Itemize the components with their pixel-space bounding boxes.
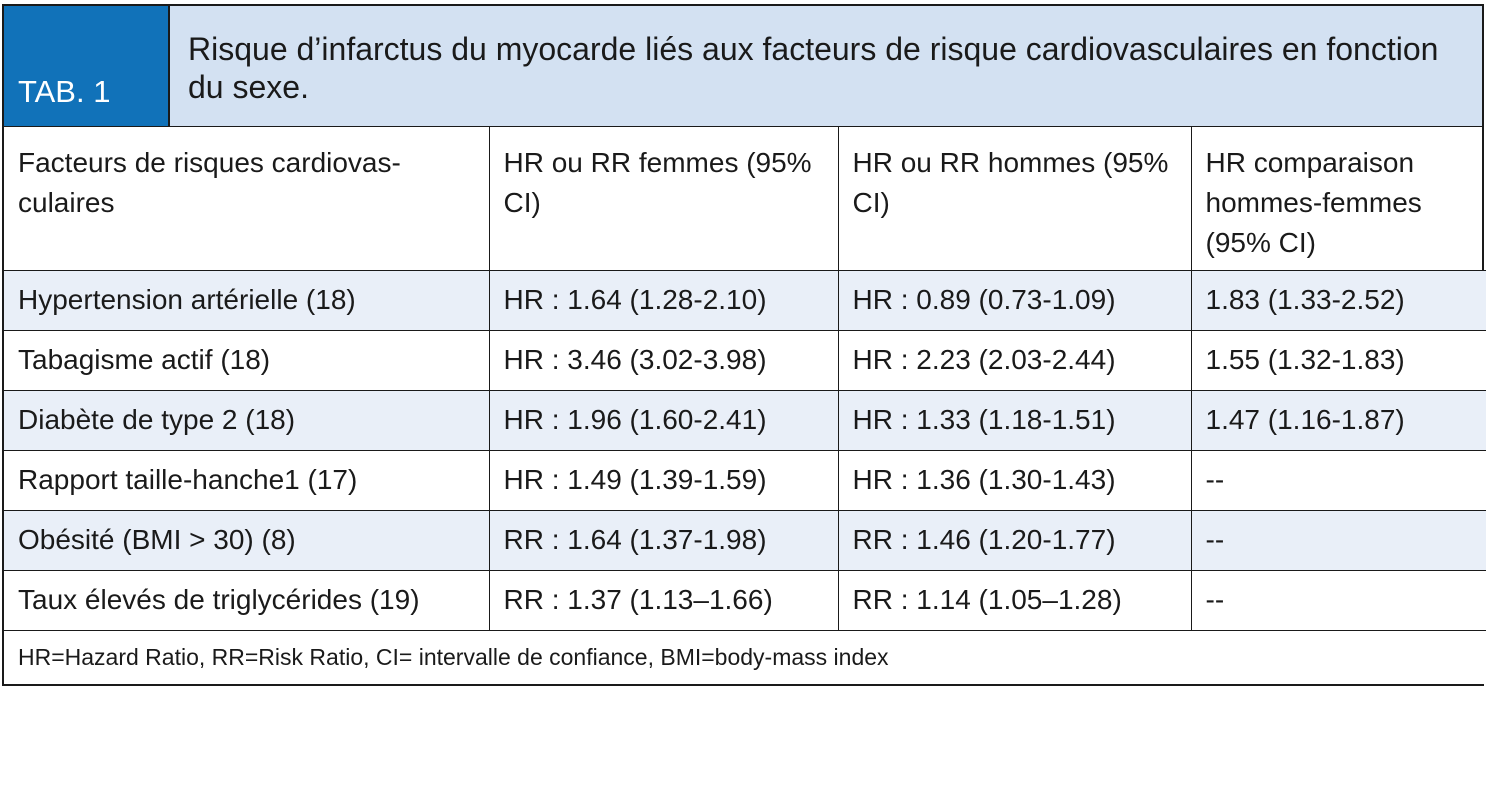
table-label: TAB. 1 <box>4 6 168 126</box>
table-row <box>4 390 1486 450</box>
data-table <box>2 4 1484 686</box>
table-cell: HR : 1.36 (1.30-1.43) <box>838 450 1191 510</box>
table-cell: RR : 1.37 (1.13–1.66) <box>489 570 838 630</box>
table-row <box>4 510 1486 570</box>
table-cell: Obésité (BMI > 30) (8) <box>4 510 489 570</box>
column-header: HR ou RR hommes (95% CI) <box>838 127 1191 270</box>
table-cell: HR : 0.89 (0.73-1.09) <box>838 270 1191 330</box>
table-cell: HR : 1.64 (1.28-2.10) <box>489 270 838 330</box>
table-cell: Tabagisme actif (18) <box>4 330 489 390</box>
risk-table <box>4 127 1486 684</box>
table-cell: Rapport taille-hanche1 (17) <box>4 450 489 510</box>
table-row <box>4 330 1486 390</box>
table-cell: 1.83 (1.33-2.52) <box>1191 270 1486 330</box>
table-cell: Diabète de type 2 (18) <box>4 390 489 450</box>
table-row <box>4 570 1486 630</box>
table-cell: -- <box>1191 570 1486 630</box>
table-cell: Taux élevés de triglycérides (19) <box>4 570 489 630</box>
table-cell: HR : 1.33 (1.18-1.51) <box>838 390 1191 450</box>
table-row <box>4 450 1486 510</box>
table-row <box>4 270 1486 330</box>
column-header: HR comparaison hommes-femmes (95% CI) <box>1191 127 1486 270</box>
table-cell: RR : 1.64 (1.37-1.98) <box>489 510 838 570</box>
table-cell: HR : 1.96 (1.60-2.41) <box>489 390 838 450</box>
column-header: Facteurs de risques cardiovas-culaires <box>4 127 489 270</box>
table-cell: HR : 2.23 (2.03-2.44) <box>838 330 1191 390</box>
table-footnote: HR=Hazard Ratio, RR=Risk Ratio, CI= intervalle de confiance, BMI=body-mass index <box>4 630 1486 684</box>
table-title: Risque d’infarctus du myocarde liés aux facteurs de risque cardiovasculaires en fonction du sexe. <box>168 6 1482 126</box>
table-cell: HR : 1.49 (1.39-1.59) <box>489 450 838 510</box>
table-cell: 1.47 (1.16-1.87) <box>1191 390 1486 450</box>
table-cell: RR : 1.46 (1.20-1.77) <box>838 510 1191 570</box>
table-header <box>4 6 1482 127</box>
footnote-row <box>4 630 1486 684</box>
table-cell: Hypertension artérielle (18) <box>4 270 489 330</box>
table-cell: -- <box>1191 510 1486 570</box>
column-header-row <box>4 127 1486 270</box>
table-cell: HR : 3.46 (3.02-3.98) <box>489 330 838 390</box>
table-cell: 1.55 (1.32-1.83) <box>1191 330 1486 390</box>
table-cell: -- <box>1191 450 1486 510</box>
table-cell: RR : 1.14 (1.05–1.28) <box>838 570 1191 630</box>
column-header: HR ou RR femmes (95% CI) <box>489 127 838 270</box>
